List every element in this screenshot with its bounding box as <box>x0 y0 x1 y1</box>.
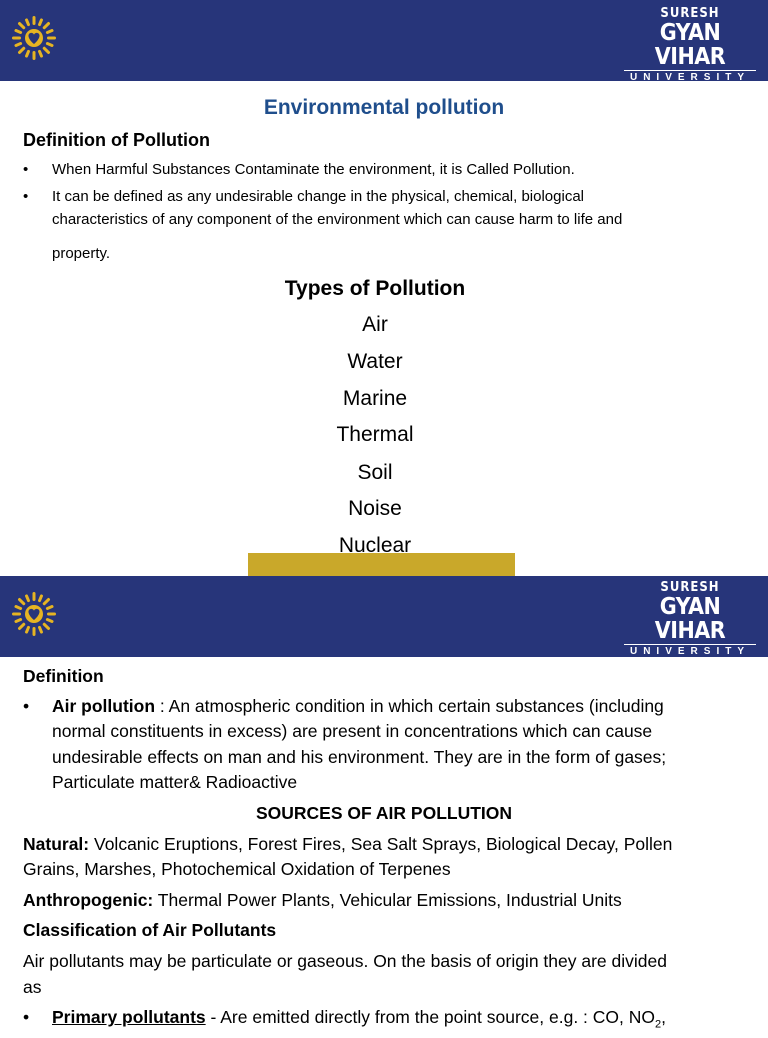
bullet-dot: • <box>23 696 30 716</box>
air-pollution-text: normal constituents in excess) are present in concentrations which can cause <box>52 721 653 741</box>
bullet-text: When Harmful Substances Contaminate the environment, it is Called Pollution. <box>52 161 575 178</box>
brand-accreditation-text: Accredited by NAAC with 'A'Grade <box>628 661 752 670</box>
pollution-type-item: Marine <box>342 387 408 410</box>
pollution-type-item: Air <box>362 313 388 336</box>
anthropogenic-label: Anthropogenic: <box>23 890 154 910</box>
anthropogenic-text: Thermal Power Plants, Vehicular Emissions, Industrial Units <box>153 890 622 910</box>
bullet-dot: • <box>23 161 29 178</box>
brand-small-text: SURESH <box>660 580 720 595</box>
primary-pollutants-tail: , <box>661 1007 666 1027</box>
brand-small-text: SURESH <box>660 6 720 21</box>
brand-big-text: GYAN VIHAR <box>654 594 726 644</box>
university-emblem-icon <box>10 14 58 62</box>
air-pollution-text: undesirable effects on man and his environment. They are in the form of gases; <box>52 747 667 767</box>
air-pollution-line <box>52 694 664 719</box>
primary-pollutants-text: - Are emitted directly from the point source, e.g. : CO, NO <box>205 1007 655 1027</box>
natural-sources-line <box>23 832 672 857</box>
brand-university-text: UNIVERSITY <box>624 70 756 85</box>
air-pollution-label: Air pollution <box>52 696 156 716</box>
definition-heading: Definition of Pollution <box>23 130 210 150</box>
natural-label: Natural: <box>23 834 90 854</box>
university-logo <box>624 6 756 97</box>
header-band-top <box>0 0 768 96</box>
brand-accreditation-text: Accredited by NAAC with 'A'Grade <box>628 87 752 96</box>
sources-heading: SOURCES OF AIR POLLUTION <box>255 803 513 823</box>
bullet-text-line: characteristics of any component of the environment which can cause harm to life and <box>52 211 623 228</box>
bullet-text-line: property. <box>52 245 111 262</box>
brand-university-text: UNIVERSITY <box>624 644 756 659</box>
pollution-type-item: Thermal <box>336 423 414 446</box>
bullet-dot: • <box>23 1007 30 1027</box>
types-heading: Types of Pollution <box>284 277 466 300</box>
classification-text: as <box>23 977 42 997</box>
bullet-dot: • <box>23 188 29 205</box>
primary-pollutants-label: Primary pollutants <box>52 1007 206 1027</box>
pollution-type-item: Water <box>347 350 403 373</box>
air-pollution-text: : An atmospheric condition in which certain substances (including <box>155 696 664 716</box>
pollution-type-item: Noise <box>348 497 402 520</box>
header-band-bottom <box>0 576 768 670</box>
university-emblem-icon <box>10 590 58 638</box>
classification-text: Air pollutants may be particulate or gaseous. On the basis of origin they are divided <box>23 951 667 971</box>
air-pollution-text: Particulate matter& Radioactive <box>52 772 298 792</box>
anthropogenic-line <box>23 888 622 913</box>
primary-pollutants-subscript: 2 <box>655 1018 662 1031</box>
natural-text: Grains, Marshes, Photochemical Oxidation of Terpenes <box>23 859 451 879</box>
slide-title: Environmental pollution <box>263 96 505 119</box>
pollution-type-item: Nuclear <box>338 534 412 557</box>
bullet-text-line: It can be defined as any undesirable change in the physical, chemical, biological <box>52 188 585 205</box>
natural-text: Volcanic Eruptions, Forest Fires, Sea Salt Sprays, Biological Decay, Pollen <box>89 834 673 854</box>
definition-heading: Definition <box>23 666 104 686</box>
university-logo <box>624 580 756 671</box>
pollution-type-item: Soil <box>357 461 393 484</box>
classification-heading: Classification of Air Pollutants <box>23 920 277 940</box>
brand-big-text: GYAN VIHAR <box>654 20 726 70</box>
website-url: www.gyanvihar.org <box>630 556 748 572</box>
primary-pollutants-line <box>52 1005 666 1038</box>
